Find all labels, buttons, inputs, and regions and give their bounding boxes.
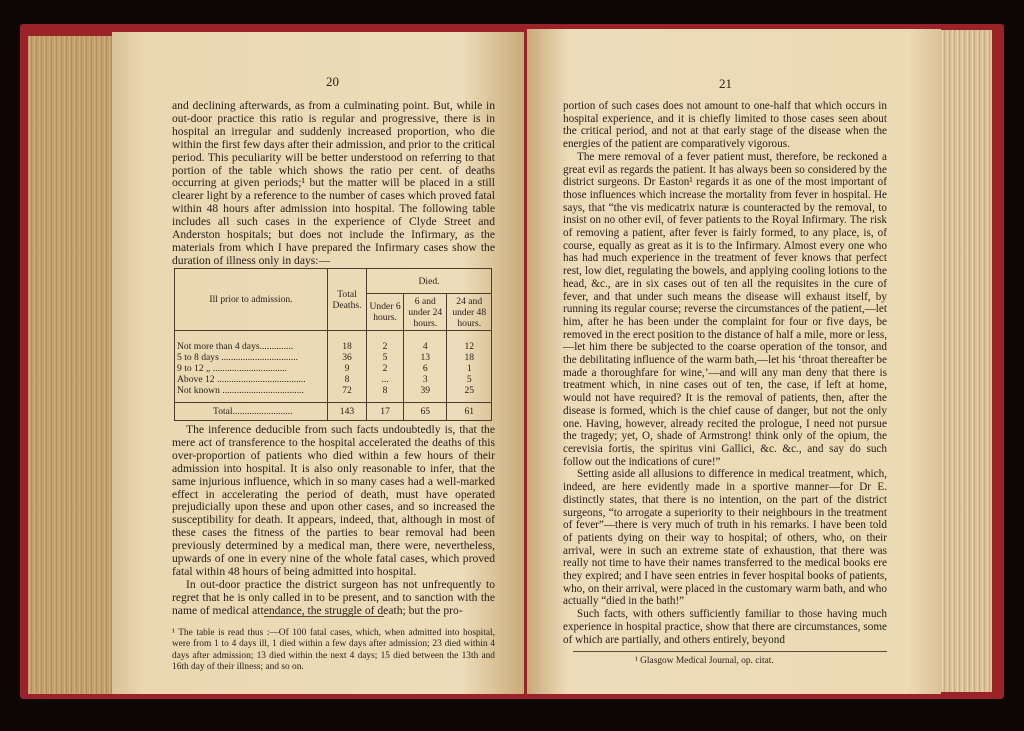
right-footnote: ¹ Glasgow Medical Journal, op. citat. [635, 656, 774, 666]
row-under-6: 8 [367, 385, 404, 403]
col-under-6-hours: Under 6 hours. [367, 294, 404, 331]
deaths-table [174, 268, 492, 421]
row-24-48: 12 [447, 331, 492, 353]
row-6-24: 3 [404, 374, 447, 385]
row-label: Above 12 ..................................... [175, 374, 328, 385]
row-label: Not known .................................. [175, 385, 328, 403]
total-deaths: 143 [328, 403, 367, 421]
table-total-row [175, 403, 492, 421]
footnote-rule [264, 616, 384, 617]
total-6-24: 65 [404, 403, 447, 421]
row-total: 18 [328, 331, 367, 353]
right-paragraph-3: Setting aside all allusions to difference in medical treatment, which, indeed, are here evidently made in a sportive manner—for Dr E. distinctly states, that there is no intention, on the part of the district surgeons, “to arrogate a superiority to their neighbours in the treatment of fever”—there is very much of truth in his remarks. I have been told of patients dying on their way to hospital; of others, who, on their arrival, were in such an extreme state of exhaustion, that there was really not time to have their names transferred to the medical books ere they expired; and I have seen entries in fever hospital books of patients, who, on their arrival, were placed in the customary warm bath, and who actually “died in the bath!” [563, 468, 887, 608]
row-6-24: 4 [404, 331, 447, 353]
row-under-6: ... [367, 374, 404, 385]
row-under-6: 2 [367, 363, 404, 374]
row-total: 8 [328, 374, 367, 385]
left-page [112, 32, 524, 694]
right-page-number: 21 [719, 76, 732, 91]
row-total: 9 [328, 363, 367, 374]
row-24-48: 1 [447, 363, 492, 374]
right-paragraph-4: Such facts, with others sufficiently familiar to those having much experience in hospital practice, show that there are circumstances, some of which are partially, and others entirely, beyond [563, 608, 887, 646]
total-24-48: 61 [447, 403, 492, 421]
right-page-edges [936, 30, 992, 692]
total-under-6: 17 [367, 403, 404, 421]
total-label: Total......................... [175, 403, 328, 421]
left-paragraph-1: and declining afterwards, as from a culminating point. But, while in out-door practice this ratio is regular and progressive, there is in hospital an irregular and suddenly increased proportion, who die within the first few days after their admission, and prior to the critical period. This peculiarity will be better understood on referring to that portion of the table which shows the ratio per cent. of deaths occurring at given periods;¹ but the matter will be placed in a still clearer light by a reference to the number of cases which proved fatal within 48 hours after admission into hospital. The following table includes all such cases in the experience of Clyde Street and Anderston hospitals; but does not include the Infirmary, as the materials from which I have prepared the Infirmary cases show the duration of illness only in days:— [172, 99, 495, 267]
right-paragraph-1: portion of such cases does not amount to one-half that which occurs in hospital experience, and it is chiefly limited to those cases seen about the critical period, and not at that early stage of the disease when the energies of the patient are comparatively vigorous. [563, 100, 887, 151]
row-24-48: 18 [447, 352, 492, 363]
row-24-48: 25 [447, 385, 492, 403]
row-6-24: 39 [404, 385, 447, 403]
col-ill-prior: Ill prior to admission. [175, 269, 328, 331]
row-label: Not more than 4 days.............. [175, 331, 328, 353]
left-page-edges [28, 36, 118, 694]
left-paragraph-3: In out-door practice the district surgeon has not unfrequently to regret that he is only called in to be present, and to sanction with the name of medical attendance, the struggle of death; but the pro- [172, 577, 495, 617]
col-24-to-48-hours: 24 and under 48 hours. [447, 294, 492, 331]
table-row [175, 331, 492, 353]
col-6-to-24-hours: 6 and under 24 hours. [404, 294, 447, 331]
row-total: 36 [328, 352, 367, 363]
col-total-deaths: Total Deaths. [328, 269, 367, 331]
row-label: 5 to 8 days ................................ [175, 352, 328, 363]
row-under-6: 5 [367, 352, 404, 363]
table-row [175, 374, 492, 385]
row-total: 72 [328, 385, 367, 403]
left-paragraph-2: The inference deducible from such facts undoubtedly is, that the mere act of transference to the hospital accelerated the deaths of this over-proportion of patients who died within a few hours of their admission into hospital. It is also only reasonable to infer, that the same injurious influence, which in so many cases had a well-marked effect in accelerating the period of death, must have operated prejudicially upon these and upon other cases, and so increased the susceptibility for death. It appears, indeed, that, although in most of these cases the fitness of the parties to bear removal had been previously determined by a medical man, there were, nevertheless, upwards of one in every nine of the whole fatal cases, which proved fatal within 48 hours of being admitted into hospital. In out-door practice the district surgeon has not unfrequently to regret that he is only called in to be present, and to sanction with the name of medical attendance, the struggle of death; but the pro- [172, 423, 495, 617]
row-24-48: 5 [447, 374, 492, 385]
row-6-24: 6 [404, 363, 447, 374]
table-row [175, 385, 492, 403]
footnote-rule [573, 651, 887, 652]
row-under-6: 2 [367, 331, 404, 353]
right-paragraph-2: The mere removal of a fever patient must, therefore, be reckoned a great evil as regards the patient. It has always been so considered by the district surgeons. Dr Easton¹ regards it as one of the most important of those influences which increase the mortality from fever in hospital. He says, that “the vis medicatrix naturæ is counteracted by the removal, to insist on no other evil, of fever patients to the Royal Infirmary. The risk of removing a patient, after fever is fairly formed, to any place, is, of course, equally as great as it is to the Infirmary. Almost every one who has had much experience in the treatment of fever knows that perfect rest, low diet, regulating the bowels, and applying cooling lotions to the head, &c., are in six cases out of ten all the requisites in the cure of fever, and that under such means the disease will exhaust itself, by running its regular course; reverse the circumstances of the patient,—let him, after he has been under the complaint for four or five days, be removed in the erect position to the distance of half a mile, more or less,—let him there be subjected to the coarse operation of the tonsor, and the debilitating influence of the warm bath,—let his ‘throat thereafter be made a thoroughfare for wine,’—and will any man deny that there is treatment which, in nine cases out of ten, the case, if left at home, would not have required? It is the removal of patients, then, after the disease is formed, which is the chief cause of danger, but not the only one. Having, however, already recited the prologue, I need not pursue the tragedy; yet, O, shade of Armstrong! think only of the opium, the cerevisia fortis, the spiritus vini Gallici, &c. &c., and say do such follow out the indications of cure!” [563, 150, 887, 468]
left-footnote: ¹ The table is read thus :—Of 100 fatal cases, which, when admitted into hospital, were from 1 to 4 days ill, 1 died within a few days after admission; 23 died within 4 days after admission; 13 died within the next 4 days; 15 died between the 13th and 16th day of their illness; and so on. [172, 628, 495, 673]
right-body [563, 100, 887, 646]
row-6-24: 13 [404, 352, 447, 363]
right-page [527, 29, 941, 694]
table-row [175, 363, 492, 374]
row-label: 9 to 12 „ ............................... [175, 363, 328, 374]
col-died: Died. [367, 269, 492, 294]
left-page-number: 20 [326, 74, 339, 89]
table-row [175, 352, 492, 363]
